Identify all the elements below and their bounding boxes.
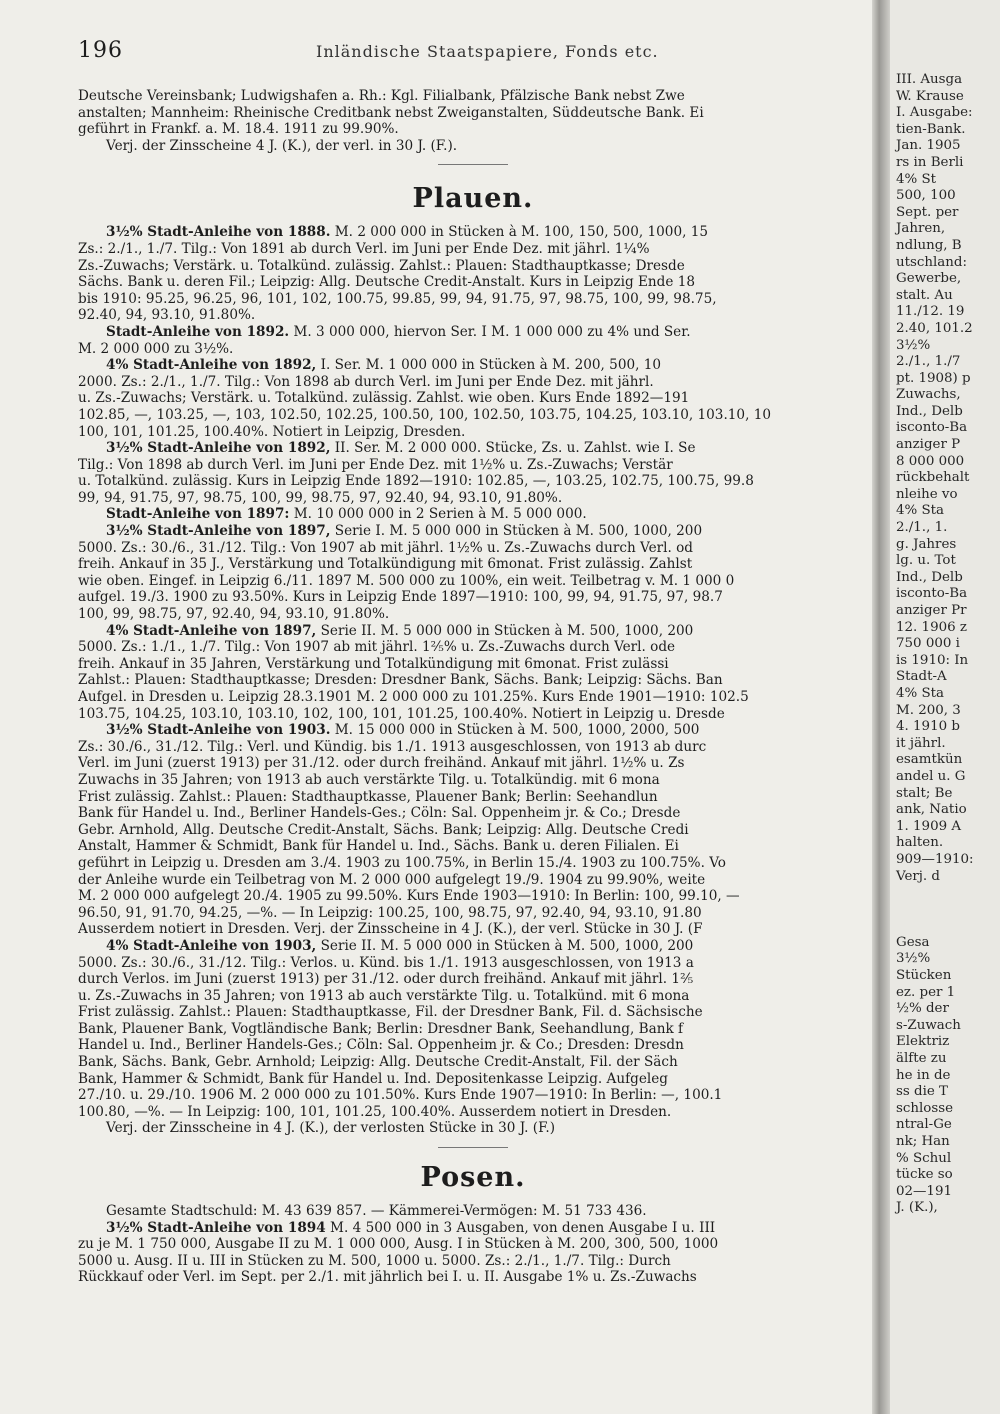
- loan-entry: [78, 722, 868, 938]
- entry-text: M. 3 000 000, hiervon Ser. I M. 1 000 000 zu 4% und Ser.: [289, 323, 691, 340]
- entry-first-line: [78, 623, 868, 640]
- entry-heading: 3½% Stadt-Anleihe von 1894: [106, 1219, 326, 1236]
- text-line: 100, 101, 101.25, 100.40%. Notiert in Leipzig, Dresden.: [78, 423, 466, 440]
- right-page-line: halten.: [896, 835, 944, 851]
- plauen-verj: Verj. der Zinsscheine in 4 J. (K.), der verlosten Stücke in 30 J. (F.): [106, 1120, 556, 1137]
- text-line: aufgel. 19./3. 1900 zu 93.50%. Kurs in Leipzig Ende 1897—1910: 100, 99, 94, 91.75, 97, 98.7: [78, 589, 723, 606]
- right-page-line: 3½%: [896, 951, 931, 967]
- posen-entry: [78, 1220, 868, 1286]
- right-page-text: [890, 72, 974, 1217]
- text-line: Bank, Hammer & Schmidt, Bank für Handel u. Ind. Depositenkasse Leipzig. Aufgeleg: [78, 1070, 668, 1087]
- loan-entry: [78, 523, 868, 623]
- right-page-line: ez. per 1: [896, 984, 956, 1000]
- right-page-line: 3½%: [896, 337, 931, 353]
- loan-entry: [78, 623, 868, 723]
- text-line: M. 2 000 000 aufgelegt 20./4. 1905 zu 99.50%. Kurs Ende 1903—1910: In Berlin: 100, 99.10, —: [78, 888, 740, 905]
- right-page-line: pt. 1908) p: [896, 370, 971, 386]
- right-page-line: 909—1910:: [896, 851, 974, 867]
- right-page-line: 2.40, 101.2: [896, 320, 973, 336]
- entry-first-line: [78, 1220, 868, 1237]
- right-page-line: rückbehalt: [896, 470, 970, 486]
- text-line: Zs.: 2./1., 1./7. Tilg.: Von 1891 ab durch Verl. im Juni per Ende Dez. mit jährl. 1¼%: [78, 240, 650, 257]
- right-page-line: 4% St: [896, 171, 937, 187]
- right-page-line: Jahren,: [896, 221, 946, 237]
- text-line: Aufgel. in Dresden u. Leipzig 28.3.1901 M. 2 000 000 zu 101.25%. Kurs Ende 1901—1910: 102.5: [78, 689, 749, 705]
- text-line: Ausserdem notiert in Dresden. Verj. der Zinsscheine in 4 J. (K.), der verl. Stücke in 30 J. (F: [78, 921, 703, 938]
- entry-first-line: [78, 938, 868, 955]
- right-page-line: ndlung, B: [896, 237, 962, 253]
- text-line: geführt in Leipzig u. Dresden am 3./4. 1903 zu 100.75%, in Berlin 15./4. 1903 zu 100.75%. Vo: [78, 854, 726, 871]
- entry-text: Serie I. M. 5 000 000 in Stücken à M. 500, 1000, 200: [330, 523, 703, 540]
- text-line: zu je M. 1 750 000, Ausgabe II zu M. 1 000 000, Ausg. I in Stücken à M. 200, 300, 500, 1000: [78, 1236, 719, 1253]
- loan-entry: [78, 440, 868, 506]
- text-line: wie oben. Eingef. in Leipzig 6./11. 1897 M. 500 000 zu 100%, ein weit. Teilbetrag v. M. 1 000 0: [78, 572, 735, 589]
- right-page-line: nleihe vo: [896, 486, 958, 502]
- entry-first-line: [78, 722, 868, 739]
- right-page-line: tücke so: [896, 1167, 953, 1183]
- right-page-line: [890, 885, 974, 902]
- text-line: anstalten; Mannheim: Rheinische Creditbank nebst Zweiganstalten, Süddeutsche Bank. Ei: [78, 104, 704, 121]
- right-page-line: 4% Sta: [896, 685, 945, 701]
- section-title-plauen: Plauen.: [412, 183, 534, 215]
- text-line: 92.40, 94, 93.10, 91.80%.: [78, 307, 256, 324]
- right-page-line: % Schul: [896, 1150, 952, 1166]
- entry-heading: 3½% Stadt-Anleihe von 1888.: [106, 224, 331, 241]
- text-line: Zs.: 30./6., 31./12. Tilg.: Verl. und Kündig. bis 1./1. 1913 ausgeschlossen, von 1913 ab durc: [78, 738, 707, 755]
- right-page-line: W. Krause: [896, 88, 964, 104]
- text-line: Sächs. Bank u. deren Fil.; Leipzig: Allg. Deutsche Credit-Anstalt. Kurs in Leipzig Ende 18: [78, 274, 696, 291]
- text-line: Frist zulässig. Zahlst.: Plauen: Stadthauptkasse, Plauener Bank; Berlin: Seehandlun: [78, 788, 658, 805]
- text-line: 100, 99, 98.75, 97, 92.40, 94, 93.10, 91.80%.: [78, 606, 390, 623]
- loan-entry: [78, 324, 868, 357]
- right-page-line: älfte zu: [896, 1051, 947, 1067]
- right-page-line: Gesa: [896, 934, 930, 950]
- text-line: freih. Ankauf in 35 J., Verstärkung und Totalkündigung mit 6monat. Frist zulässig. Zahlst: [78, 556, 693, 573]
- right-page-line: is 1910: In: [896, 652, 969, 668]
- text-line: Rückkauf oder Verl. im Sept. per 2./1. mit jährlich bei I. u. II. Ausgabe 1% u. Zs.-Zuwachs: [78, 1269, 697, 1286]
- right-page-line: [890, 918, 974, 935]
- plauen-entries: [78, 224, 868, 1120]
- right-page-line: 11./12. 19: [896, 304, 965, 320]
- right-page-line: 500, 100: [896, 188, 956, 204]
- text-line: 5000 u. Ausg. II u. III in Stücken zu M. 500, 1000 u. 5000. Zs.: 2./1., 1./7. Tilg.: Durch: [78, 1252, 671, 1269]
- intro-paragraph: [78, 88, 868, 138]
- text-line: 99, 94, 91.75, 97, 98.75, 100, 99, 98.75, 97, 92.40, 94, 93.10, 91.80%.: [78, 489, 563, 506]
- page-header: [78, 38, 858, 72]
- entry-heading: 4% Stadt-Anleihe von 1903,: [106, 937, 317, 954]
- right-page-line: 2./1., 1.: [896, 520, 948, 536]
- text-line: Zahlst.: Plauen: Stadthauptkasse; Dresden: Dresdner Bank, Sächs. Bank; Leipzig: Sächs. Ban: [78, 672, 723, 689]
- right-page-line: Zuwachs,: [896, 387, 961, 403]
- text-line: Bank, Plauener Bank, Vogtländische Bank; Berlin: Dresdner Bank, Seehandlung, Bank f: [78, 1020, 684, 1037]
- right-page-line: 4. 1910 b: [896, 719, 960, 735]
- text-line: 27./10. u. 29./10. 1906 M. 2 000 000 zu 101.50%. Kurs Ende 1907—1910: In Berlin: —, 100.1: [78, 1087, 723, 1104]
- right-page-line: isconto-Ba: [896, 586, 968, 602]
- right-page-line: ntral-Ge: [896, 1117, 952, 1133]
- right-page-line: Sept. per: [896, 204, 959, 220]
- right-page-line: Verj. d: [896, 868, 941, 884]
- entry-text: M. 4 500 000 in 3 Ausgaben, von denen Ausgabe I u. III: [325, 1219, 716, 1236]
- book-gutter: [872, 0, 890, 1414]
- entry-heading: Stadt-Anleihe von 1892.: [106, 323, 290, 340]
- text-line: Frist zulässig. Zahlst.: Plauen: Stadthauptkasse, Fil. der Dresdner Bank, Fil. d. Sächsische: [78, 1004, 703, 1021]
- text-line: freih. Ankauf in 35 Jahren, Verstärkung und Totalkündigung mit 6monat. Frist zulässi: [78, 655, 669, 672]
- right-page-line: 8 000 000: [896, 453, 965, 469]
- right-page-line: 02—191: [896, 1183, 952, 1199]
- loan-entry: [78, 506, 868, 523]
- entry-text: Serie II. M. 5 000 000 in Stücken à M. 500, 1000, 200: [316, 937, 694, 954]
- text-line: 103.75, 104.25, 103.10, 103.10, 102, 100, 101, 101.25, 100.40%. Notiert in Leipzig u. Dresde: [78, 705, 725, 722]
- intro-verj: Verj. der Zinsscheine 4 J. (K.), der verl. in 30 J. (F.).: [106, 137, 458, 154]
- right-page-line: 1. 1909 A: [896, 818, 962, 834]
- text-line: u. Totalkünd. zulässig. Kurs in Leipzig Ende 1892—1910: 102.85, —, 103.25, 102.75, 100.75, 99.8: [78, 473, 754, 490]
- right-page-line: Stücken: [896, 968, 952, 984]
- entry-first-line: [78, 506, 868, 523]
- text-line: Verl. im Juni (zuerst 1913) per 31./12. oder durch freihänd. Ankauf mit jährl. 1½% u. Zs: [78, 755, 685, 772]
- loan-entry: [78, 357, 868, 440]
- text-line: 96.50, 91, 91.70, 94.25, —%. — In Leipzig: 100.25, 100, 98.75, 97, 92.40, 94, 93.10, 91.80: [78, 904, 702, 921]
- document-page-right-edge: [890, 0, 1000, 1414]
- entry-first-line: [78, 440, 868, 457]
- text-line: 5000. Zs.: 30./6., 31./12. Tilg.: Von 1907 ab mit jährl. 1½% u. Zs.-Zuwachs durch Verl. od: [78, 539, 694, 556]
- right-page-line: 2./1., 1./7: [896, 354, 961, 370]
- text-line: u. Zs.-Zuwachs in 35 Jahren; von 1913 ab auch verstärkte Tilg. u. Totalkünd. mit 6 mona: [78, 987, 690, 1004]
- text-line: bis 1910: 95.25, 96.25, 96, 101, 102, 100.75, 99.85, 99, 94, 91.75, 97, 98.75, 100, 99, 98.75,: [78, 290, 717, 307]
- right-page-line: Ind., Delb: [896, 569, 963, 585]
- text-line: Anstalt, Hammer & Schmidt, Bank für Handel u. Ind., Sächs. Bank u. deren Filialen. Ei: [78, 838, 679, 855]
- page-number: 196: [78, 38, 123, 63]
- text-column: [78, 88, 868, 1286]
- entry-first-line: [78, 224, 868, 241]
- right-page-line: Elektriz: [896, 1034, 950, 1050]
- right-page-line: Jan. 1905: [896, 138, 961, 154]
- right-page-line: 750 000 i: [896, 636, 960, 652]
- right-page-line: J. (K.),: [896, 1200, 938, 1216]
- entry-text: II. Ser. M. 2 000 000. Stücke, Zs. u. Zahlst. wie I. Se: [330, 440, 696, 457]
- entry-heading: 3½% Stadt-Anleihe von 1897,: [106, 523, 331, 540]
- entry-first-line: [78, 523, 868, 540]
- right-page-line: andel u. G: [896, 768, 966, 784]
- text-line: 5000. Zs.: 1./1., 1./7. Tilg.: Von 1907 ab mit jährl. 1²⁄₅% u. Zs.-Zuwachs durch Verl. ode: [78, 639, 676, 656]
- text-line: Handel u. Ind., Berliner Handels-Ges.; Cöln: Sal. Oppenheim jr. & Co.; Dresden: Dresdn: [78, 1037, 684, 1054]
- right-page-line: stalt; Be: [896, 785, 953, 801]
- entry-heading: 4% Stadt-Anleihe von 1897,: [106, 622, 317, 639]
- right-page-line: I. Ausgabe:: [896, 105, 973, 121]
- right-page-line: Gewerbe,: [896, 271, 962, 287]
- text-line: 5000. Zs.: 30./6., 31./12. Tilg.: Verlos. u. Künd. bis 1./1. 1913 ausgeschlossen, von 1913 a: [78, 954, 694, 971]
- right-page-line: ss die T: [896, 1084, 948, 1100]
- right-page-line: schlosse: [896, 1100, 954, 1116]
- right-page-line: it jährl.: [896, 735, 946, 751]
- posen-summary: Gesamte Stadtschuld: M. 43 639 857. — Kämmerei-Vermögen: M. 51 733 436.: [106, 1203, 647, 1220]
- text-line: Zs.-Zuwachs; Verstärk. u. Totalkünd. zulässig. Zahlst.: Plauen: Stadthauptkasse; Dresde: [78, 257, 685, 274]
- section-title-posen: Posen.: [420, 1162, 526, 1194]
- entry-heading: 4% Stadt-Anleihe von 1892,: [106, 357, 317, 374]
- text-line: 102.85, —, 103.25, —, 103, 102.50, 102.25, 100.50, 100, 102.50, 103.75, 104.25, 103.10, 103.10, 10: [78, 406, 772, 423]
- right-page-line: s-Zuwach: [896, 1017, 961, 1033]
- right-page-line: III. Ausga: [896, 72, 963, 87]
- right-page-line: ank, Natio: [896, 802, 967, 818]
- entry-text: M. 2 000 000 in Stücken à M. 100, 150, 500, 1000, 15: [330, 224, 709, 241]
- text-line: Bank für Handel u. Ind., Berliner Handels-Ges.; Cöln: Sal. Oppenheim jr. & Co.; Dresde: [78, 805, 681, 822]
- text-line: Tilg.: Von 1898 ab durch Verl. im Juni per Ende Dez. mit 1½% u. Zs.-Zuwachs; Verstär: [78, 456, 673, 473]
- text-line: Zuwachs in 35 Jahren; von 1913 ab auch verstärkte Tilg. u. Totalkündig. mit 6 mona: [78, 771, 660, 788]
- right-page-line: esamtkün: [896, 752, 963, 768]
- right-page-line: rs in Berli: [896, 154, 964, 170]
- text-line: durch Verlos. im Juni (zuerst 1913) per 31./12. oder durch freihänd. Ankauf mit jährl. 1²⁄₅: [78, 971, 694, 988]
- text-line: 2000. Zs.: 2./1., 1./7. Tilg.: Von 1898 ab durch Verl. im Juni per Ende Dez. mit jährl.: [78, 373, 654, 390]
- right-page-line: tien-Bank.: [896, 121, 966, 137]
- right-page-line: [890, 902, 974, 919]
- text-line: Gebr. Arnhold, Allg. Deutsche Credit-Anstalt, Sächs. Bank; Leipzig: Allg. Deutsche Credi: [78, 821, 689, 838]
- right-page-line: g. Jahres: [896, 536, 957, 552]
- entry-text: M. 15 000 000 in Stücken à M. 500, 1000, 2000, 500: [330, 722, 700, 739]
- right-page-line: anziger Pr: [896, 603, 967, 618]
- right-page-line: M. 200, 3: [896, 702, 961, 718]
- loan-entry: [78, 224, 868, 324]
- text-line: geführt in Frankf. a. M. 18.4. 1911 zu 99.90%.: [78, 121, 399, 138]
- right-page-line: he in de: [896, 1067, 951, 1083]
- text-line: der Anleihe wurde ein Teilbetrag von M. 2 000 000 aufgelegt 19./9. 1904 zu 99.90%, weite: [78, 871, 706, 888]
- text-line: u. Zs.-Zuwachs; Verstärk. u. Totalkünd. zulässig. Zahlst. wie oben. Kurs Ende 1892—191: [78, 390, 690, 407]
- text-line: M. 2 000 000 zu 3½%.: [78, 340, 234, 357]
- right-page-line: 12. 1906 z: [896, 619, 967, 635]
- section-divider: [438, 164, 508, 165]
- right-page-line: isconto-Ba: [896, 420, 968, 436]
- text-line: 100.80, —%. — In Leipzig: 100, 101, 101.25, 100.40%. Ausserdem notiert in Dresden.: [78, 1103, 672, 1120]
- right-page-line: utschland:: [896, 254, 967, 270]
- running-head: Inländische Staatspapiere, Fonds etc.: [316, 42, 659, 61]
- right-page-line: ½% der: [896, 1001, 949, 1017]
- entry-text: Serie II. M. 5 000 000 in Stücken à M. 500, 1000, 200: [316, 622, 694, 639]
- text-line: Bank, Sächs. Bank, Gebr. Arnhold; Leipzig: Allg. Deutsche Credit-Anstalt, Fil. der Säch: [78, 1054, 678, 1071]
- loan-entry: [78, 938, 868, 1121]
- entry-heading: Stadt-Anleihe von 1897:: [106, 506, 290, 523]
- entry-first-line: [78, 324, 868, 341]
- text-line: Deutsche Vereinsbank; Ludwigshafen a. Rh.: Kgl. Filialbank, Pfälzische Bank nebst Zwe: [78, 88, 685, 104]
- right-page-line: Ind., Delb: [896, 403, 963, 419]
- entry-text: M. 10 000 000 in 2 Serien à M. 5 000 000.: [289, 506, 587, 523]
- right-page-line: nk; Han: [896, 1134, 950, 1149]
- right-page-line: anziger P: [896, 437, 961, 453]
- entry-heading: 3½% Stadt-Anleihe von 1903.: [106, 722, 331, 739]
- right-page-line: 4% Sta: [896, 503, 945, 519]
- entry-heading: 3½% Stadt-Anleihe von 1892,: [106, 440, 331, 457]
- section-divider: [438, 1147, 508, 1148]
- right-page-line: lg. u. Tot: [896, 553, 956, 569]
- entry-first-line: [78, 357, 868, 374]
- right-page-line: Stadt-A: [896, 669, 947, 685]
- entry-text: I. Ser. M. 1 000 000 in Stücken à M. 200, 500, 10: [316, 357, 662, 374]
- right-page-line: stalt. Au: [896, 287, 953, 303]
